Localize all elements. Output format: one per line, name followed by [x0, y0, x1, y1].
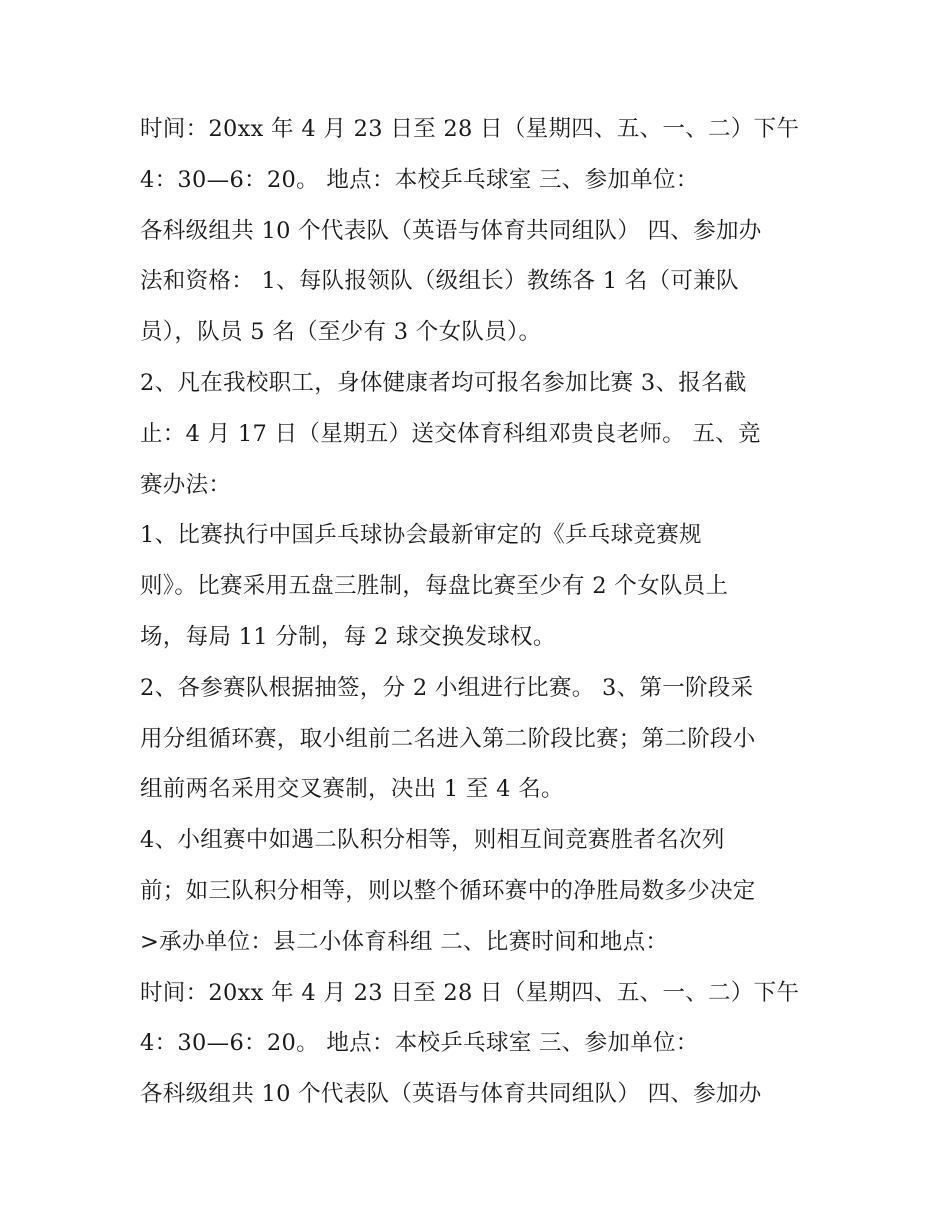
text-line: 组前两名采用交叉赛制，决出 1 至 4 名。 — [140, 776, 564, 803]
text-line: 4：30—6：20。 地点：本校乒乓球室 三、参加单位： — [140, 1030, 699, 1057]
text-line: 时间：20xx 年 4 月 23 日至 28 日（星期四、五、一、二）下午 — [140, 979, 800, 1006]
text-line: 2、各参赛队根据抽签，分 2 小组进行比赛。 3、第一阶段采 — [140, 674, 754, 701]
text-line: 1、比赛执行中国乒乓球协会最新审定的《乒乓球竞赛规 — [140, 522, 702, 549]
text-line: 赛办法： — [140, 471, 232, 498]
text-line: 4：30—6：20。 地点：本校乒乓球室 三、参加单位： — [140, 166, 699, 193]
text-line: 各科级组共 10 个代表队（英语与体育共同组队） 四、参加办 — [140, 1081, 762, 1108]
text-line: 4、小组赛中如遇二队积分相等，则相互间竞赛胜者名次列 — [140, 827, 725, 854]
text-line: 场，每局 11 分制，每 2 球交换发球权。 — [140, 623, 556, 650]
text-line: 各科级组共 10 个代表队（英语与体育共同组队） 四、参加办 — [140, 217, 762, 244]
document-body — [140, 104, 830, 1120]
text-line: 用分组循环赛，取小组前二名进入第二阶段比赛；第二阶段小 — [140, 725, 756, 752]
text-line: 时间：20xx 年 4 月 23 日至 28 日（星期四、五、一、二）下午 — [140, 116, 800, 142]
text-line: 2、凡在我校职工，身体健康者均可报名参加比赛 3、报名截 — [140, 369, 747, 396]
text-line: 员），队员 5 名（至少有 3 个女队员）。 — [140, 319, 542, 346]
text-line: 止：4 月 17 日（星期五）送交体育科组邓贵良老师。 五、竞 — [140, 420, 761, 447]
text-line: 则》。比赛采用五盘三胜制，每盘比赛至少有 2 个女队员上 — [140, 573, 729, 600]
text-line: 前；如三队积分相等，则以整个循环赛中的净胜局数多少决定 — [140, 877, 756, 904]
text-line: 法和资格： 1、每队报领队（级组长）教练各 1 名（可兼队 — [140, 268, 739, 295]
text-line: >承办单位：县二小体育科组 二、比赛时间和地点： — [140, 928, 669, 955]
